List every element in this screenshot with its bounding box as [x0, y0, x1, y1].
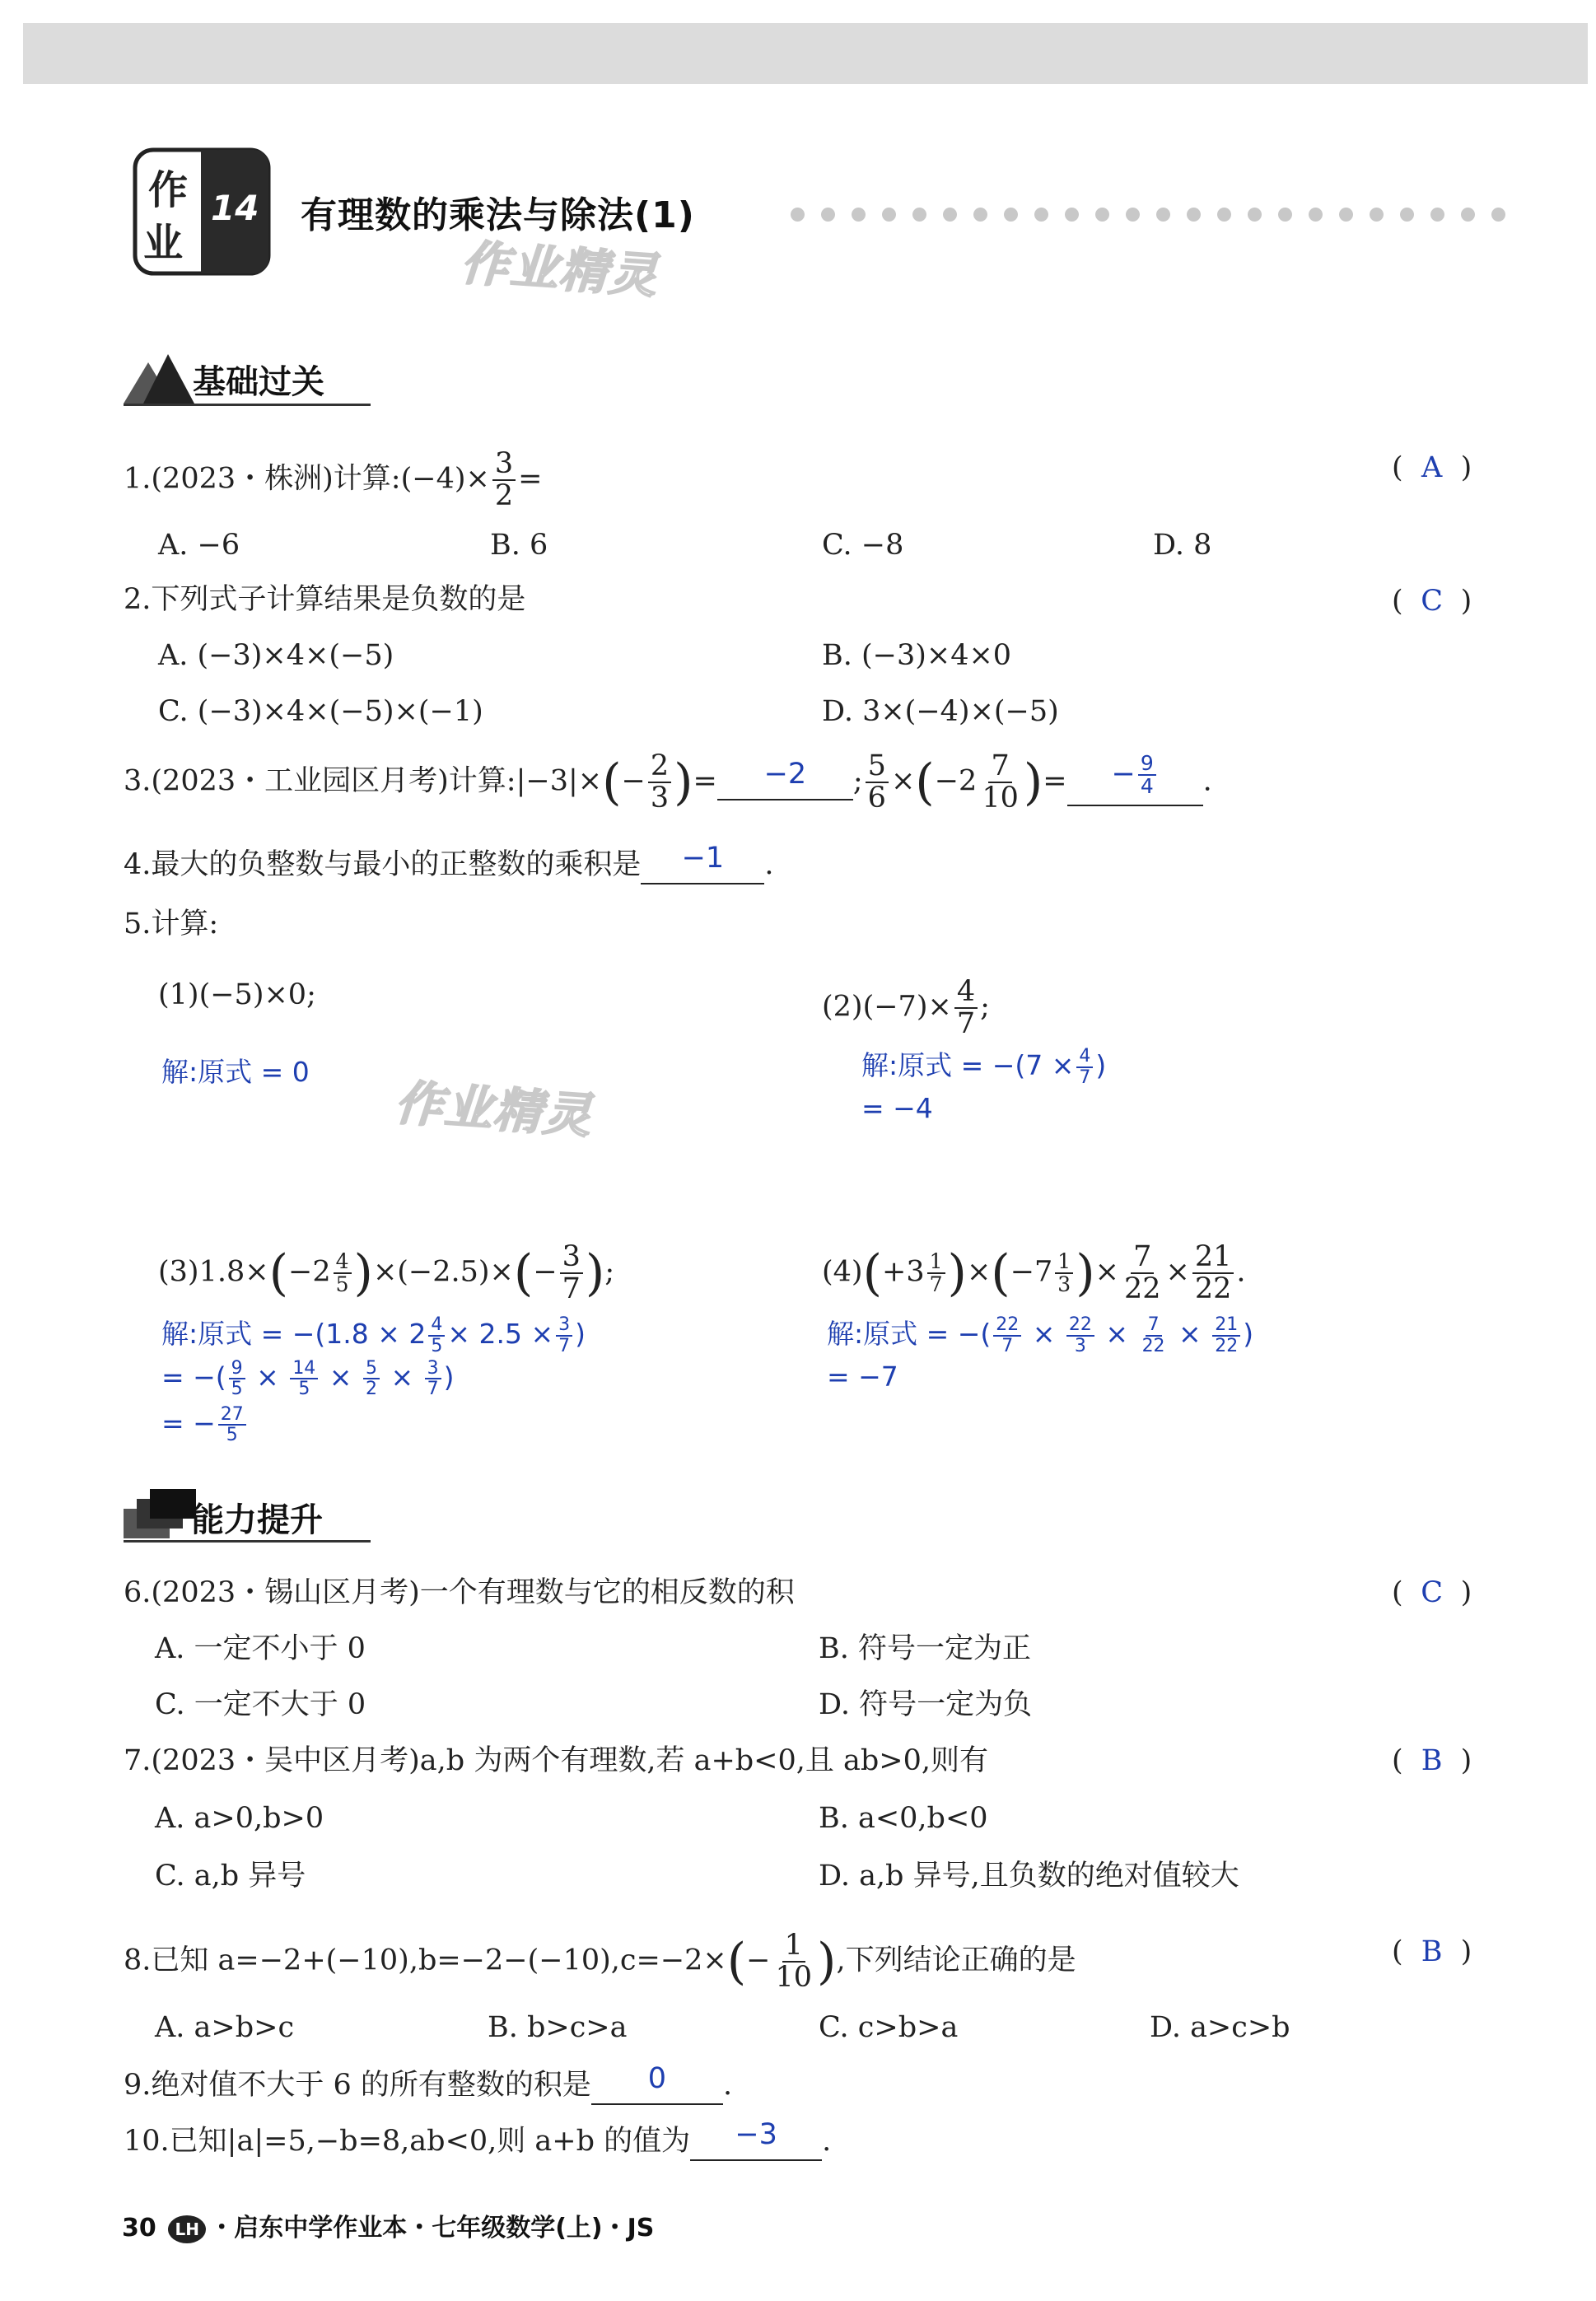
watermark-middle: 作业精灵 [393, 1074, 595, 1145]
q3-blank-2 [1067, 751, 1203, 806]
q5-part-4-solution-line-1: 解:原式 = −( $\frac{22}{7}$ × $\frac{22}{3}$ × $\frac{7}{22}$ × $\frac{21}{22}$ ) [827, 1314, 1254, 1356]
q8-option-c: C. c>b>a [819, 2011, 959, 2044]
watermark-top: 作业精灵 [459, 234, 660, 305]
q5-part-3-solution-line-2: = −( $\frac{9}{5}$ × $\frac{14}{5}$ × $\frac{5}{2}$ × $\frac{3}{7}$ ) [161, 1358, 455, 1400]
q10-answer: −3 [735, 2118, 777, 2151]
question-4: 4.最大的负整数与最小的正整数的乘积是 −1 . [124, 847, 774, 884]
q6-option-c: C. 一定不大于 0 [155, 1688, 366, 1721]
q2-option-c: C. (−3)×4×(−5)×(−1) [158, 695, 483, 728]
q1-option-a: A. −6 [158, 529, 240, 562]
mountain-icon [124, 349, 198, 407]
q9-answer: 0 [647, 2062, 667, 2095]
q10-blank [690, 2118, 822, 2161]
q5-part-2-solution-line-1: 解:原式 = −(7 × $\frac{4}{7}$ ) [861, 1046, 1107, 1088]
question-8: 8.已知 a=−2+(−10),b=−2−(−10),c=−2×(− $\frac{1}{10}$ ),下列结论正确的是 [124, 1929, 1076, 1994]
q6-answer-parens: ( C ) [1392, 1576, 1472, 1609]
publisher-logo: LH [168, 2215, 206, 2243]
q5-part-4: (4)(+3 $\frac{1}{7}$ )×(−7 $\frac{1}{3}$ )× $\frac{7}{22}$ × $\frac{21}{22}$ . [822, 1240, 1246, 1305]
question-9: 9.绝对值不大于 6 的所有整数的积是 0 . [124, 2067, 732, 2105]
q6-answer: C [1421, 1576, 1444, 1609]
q6-option-d: D. 符号一定为负 [819, 1688, 1033, 1721]
q4-text: 最大的负整数与最小的正整数的乘积是 [151, 848, 642, 881]
q5-part-3: (3)1.8×(−2 $\frac{4}{5}$ )×(−2.5)×(− $\frac{3}{7}$ ); [158, 1240, 615, 1305]
q3-text: 计算:|−3|× [448, 764, 603, 798]
q5-part-1-solution: 解:原式 = 0 [161, 1056, 310, 1088]
badge-number: 14 [211, 188, 259, 228]
q1-option-d: D. 8 [1153, 529, 1212, 562]
question-10: 10.已知|a|=5,−b=8,ab<0,则 a+b 的值为 −3 . [124, 2123, 831, 2161]
q4-number: 4. [124, 848, 152, 881]
q7-answer-parens: ( B ) [1392, 1744, 1472, 1777]
q1-answer-parens: ( A ) [1392, 451, 1472, 484]
q3-answer-1: −2 [763, 758, 807, 791]
q8-answer: B [1421, 1935, 1443, 1968]
q6-option-b: B. 符号一定为正 [819, 1632, 1031, 1665]
question-3: 3.(2023・工业园区月考)计算:|−3|×(− $\frac{2}{3}$ )= −2 ; $\frac{5}{6}$ ×(−2 $\frac{7}{10}$ )= − $\frac{9}{4}$ . [124, 749, 1212, 814]
question-6: 6.(2023・锡山区月考)一个有理数与它的相反数的积 [124, 1576, 795, 1609]
q1-number: 1. [124, 462, 152, 496]
q5-text: 计算: [151, 908, 219, 940]
q5-p2-fraction: $\frac{4}{7}$ [954, 977, 978, 1039]
q1-option-b: B. 6 [490, 529, 548, 562]
footer-text: ・启东中学作业本・七年级数学(上)・JS [209, 2214, 655, 2243]
q7-option-a: A. a>0,b>0 [155, 1802, 324, 1835]
q1-equals: = [518, 462, 543, 496]
section-basic-title: 基础过关 [193, 363, 324, 401]
q2-option-d: D. 3×(−4)×(−5) [822, 695, 1059, 728]
q4-answer: −1 [681, 842, 725, 875]
q5-part-3-solution-line-3: = − $\frac{27}{5}$ [161, 1405, 249, 1445]
q3-source: (2023・工业园区月考) [151, 764, 449, 798]
q5-number: 5. [124, 908, 152, 940]
badge-word-1: 作 [148, 167, 189, 213]
q7-option-c: C. a,b 异号 [155, 1860, 306, 1893]
q8-option-d: D. a>c>b [1150, 2011, 1290, 2044]
q1-option-c: C. −8 [822, 529, 904, 562]
q2-answer: C [1421, 585, 1444, 618]
question-1 [124, 449, 542, 511]
q8-option-a: A. a>b>c [155, 2011, 295, 2044]
q1-source: (2023・株洲) [151, 462, 334, 496]
q7-answer: B [1421, 1744, 1443, 1777]
q3-fraction-2: $\frac{5}{6}$ [866, 751, 889, 814]
question-7: 7.(2023・吴中区月考)a,b 为两个有理数,若 a+b<0,且 ab>0,则有 [124, 1744, 989, 1777]
q3-number: 3. [124, 764, 152, 798]
question-5 [124, 906, 218, 942]
q8-fraction: $\frac{1}{10}$ [775, 1929, 813, 1994]
q7-option-d: D. a,b 异号,且负数的绝对值较大 [819, 1860, 1239, 1893]
q7-option-b: B. a<0,b<0 [819, 1802, 988, 1835]
q2-option-a: A. (−3)×4×(−5) [158, 639, 394, 672]
q5-part-3-solution-line-1: 解:原式 = −(1.8 × 2 $\frac{4}{5}$ × 2.5 × $\frac{3}{7}$ ) [161, 1314, 586, 1356]
q5-part-4-solution-line-2: = −7 [827, 1361, 898, 1393]
badge-word-2: 业 [143, 220, 184, 266]
q3-fraction-1: $\frac{2}{3}$ [648, 751, 671, 814]
title-dots [791, 208, 1505, 222]
q6-option-a: A. 一定不小于 0 [155, 1632, 366, 1665]
q3-fraction-3: $\frac{7}{10}$ [982, 749, 1019, 814]
section-advanced-title: 能力提升 [191, 1501, 323, 1539]
stacked-blocks-icon [124, 1489, 198, 1542]
question-2 [124, 581, 525, 618]
page-number: 30 [122, 2214, 156, 2243]
q5-part-1: (1)(−5)×0; [158, 978, 316, 1011]
top-band [23, 23, 1588, 84]
q2-number: 2. [124, 583, 152, 616]
q2-answer-parens: ( C ) [1392, 585, 1472, 618]
q2-option-b: B. (−3)×4×0 [822, 639, 1012, 672]
q5-part-2: (2)(−7)× $\frac{4}{7}$ ; [822, 975, 990, 1040]
q3-blank-1 [717, 758, 853, 800]
q3-answer-2: − $\frac{9}{4}$ [1111, 758, 1158, 791]
page-title: 有理数的乘法与除法(1) [301, 194, 695, 236]
q1-fraction: $\frac{3}{2}$ [492, 449, 516, 511]
assignment-badge [132, 147, 272, 277]
q5-part-2-solution-line-2: = −4 [861, 1092, 933, 1124]
q1-text: 计算:(−4)× [333, 462, 490, 496]
q9-blank [591, 2062, 723, 2105]
q8-option-b: B. b>c>a [488, 2011, 628, 2044]
q1-answer: A [1421, 451, 1443, 484]
q8-answer-parens: ( B ) [1392, 1935, 1472, 1968]
page-footer [122, 2207, 654, 2243]
q4-blank [641, 842, 764, 884]
q2-text: 下列式子计算结果是负数的是 [151, 583, 526, 616]
